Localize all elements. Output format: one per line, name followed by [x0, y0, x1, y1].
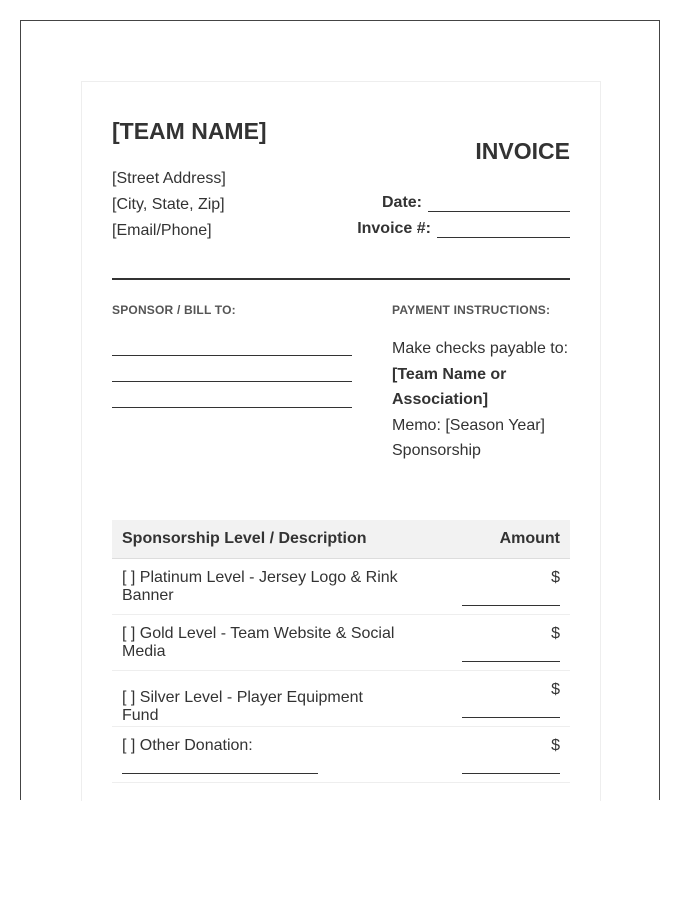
email-phone: [Email/Phone]: [112, 222, 212, 239]
amount-field[interactable]: [462, 717, 560, 718]
header-divider: [112, 278, 570, 280]
sponsorship-table: [112, 520, 570, 783]
street-address: [Street Address]: [112, 170, 226, 187]
team-name: [TEAM NAME]: [112, 118, 267, 144]
other-donation-label[interactable]: [ ] Other Donation:: [122, 737, 253, 754]
table-row: [112, 559, 570, 615]
row-amount: [412, 559, 570, 615]
payment-heading: PAYMENT INSTRUCTIONS:: [392, 303, 551, 317]
row-amount: [412, 727, 570, 783]
currency-symbol: $: [551, 737, 560, 754]
other-donation-field[interactable]: [122, 773, 318, 774]
table-row: [112, 615, 570, 671]
memo-line-2: Sponsorship: [392, 442, 481, 459]
currency-symbol: $: [551, 681, 560, 698]
table-row: [112, 727, 570, 783]
payable-to-text: Make checks payable to:: [392, 340, 569, 357]
invoice-number-row: [357, 220, 570, 238]
row-amount: [412, 615, 570, 671]
memo-line-1: Memo: [Season Year]: [392, 416, 545, 434]
amount-field[interactable]: [462, 661, 560, 662]
description-column-header: Sponsorship Level / Description: [112, 520, 412, 559]
sponsor-line-3[interactable]: [112, 407, 352, 408]
invoice-title: INVOICE: [475, 138, 570, 164]
row-description[interactable]: [ ] Gold Level - Team Website & Social Media: [112, 615, 412, 671]
sponsor-line-1[interactable]: [112, 355, 352, 356]
invoice-number-label: Invoice #:: [357, 220, 431, 237]
currency-symbol: $: [551, 569, 560, 586]
date-label: Date:: [381, 194, 422, 211]
payee-name-line-2: Association]: [392, 391, 489, 408]
table-header-row: [112, 520, 570, 559]
table-row: [112, 671, 570, 727]
sponsor-heading: SPONSOR / BILL TO:: [112, 303, 236, 317]
city-state-zip: [City, State, Zip]: [112, 196, 225, 213]
date-field[interactable]: [428, 195, 570, 212]
amount-column-header: Amount: [412, 520, 570, 559]
row-description[interactable]: [ ] Silver Level - Player Equipment Fund: [112, 671, 412, 727]
sponsor-line-2[interactable]: [112, 381, 352, 382]
amount-field[interactable]: [462, 773, 560, 774]
amount-field[interactable]: [462, 605, 560, 606]
payment-instructions: [392, 336, 568, 464]
invoice-number-field[interactable]: [437, 221, 570, 238]
currency-symbol: $: [551, 625, 560, 642]
row-description-cell: [112, 727, 412, 783]
payee-name-line-1: [Team Name or: [392, 365, 507, 383]
date-row: [382, 194, 570, 212]
row-description[interactable]: [ ] Platinum Level - Jersey Logo & Rink Banner: [112, 559, 412, 615]
row-amount: [412, 671, 570, 727]
